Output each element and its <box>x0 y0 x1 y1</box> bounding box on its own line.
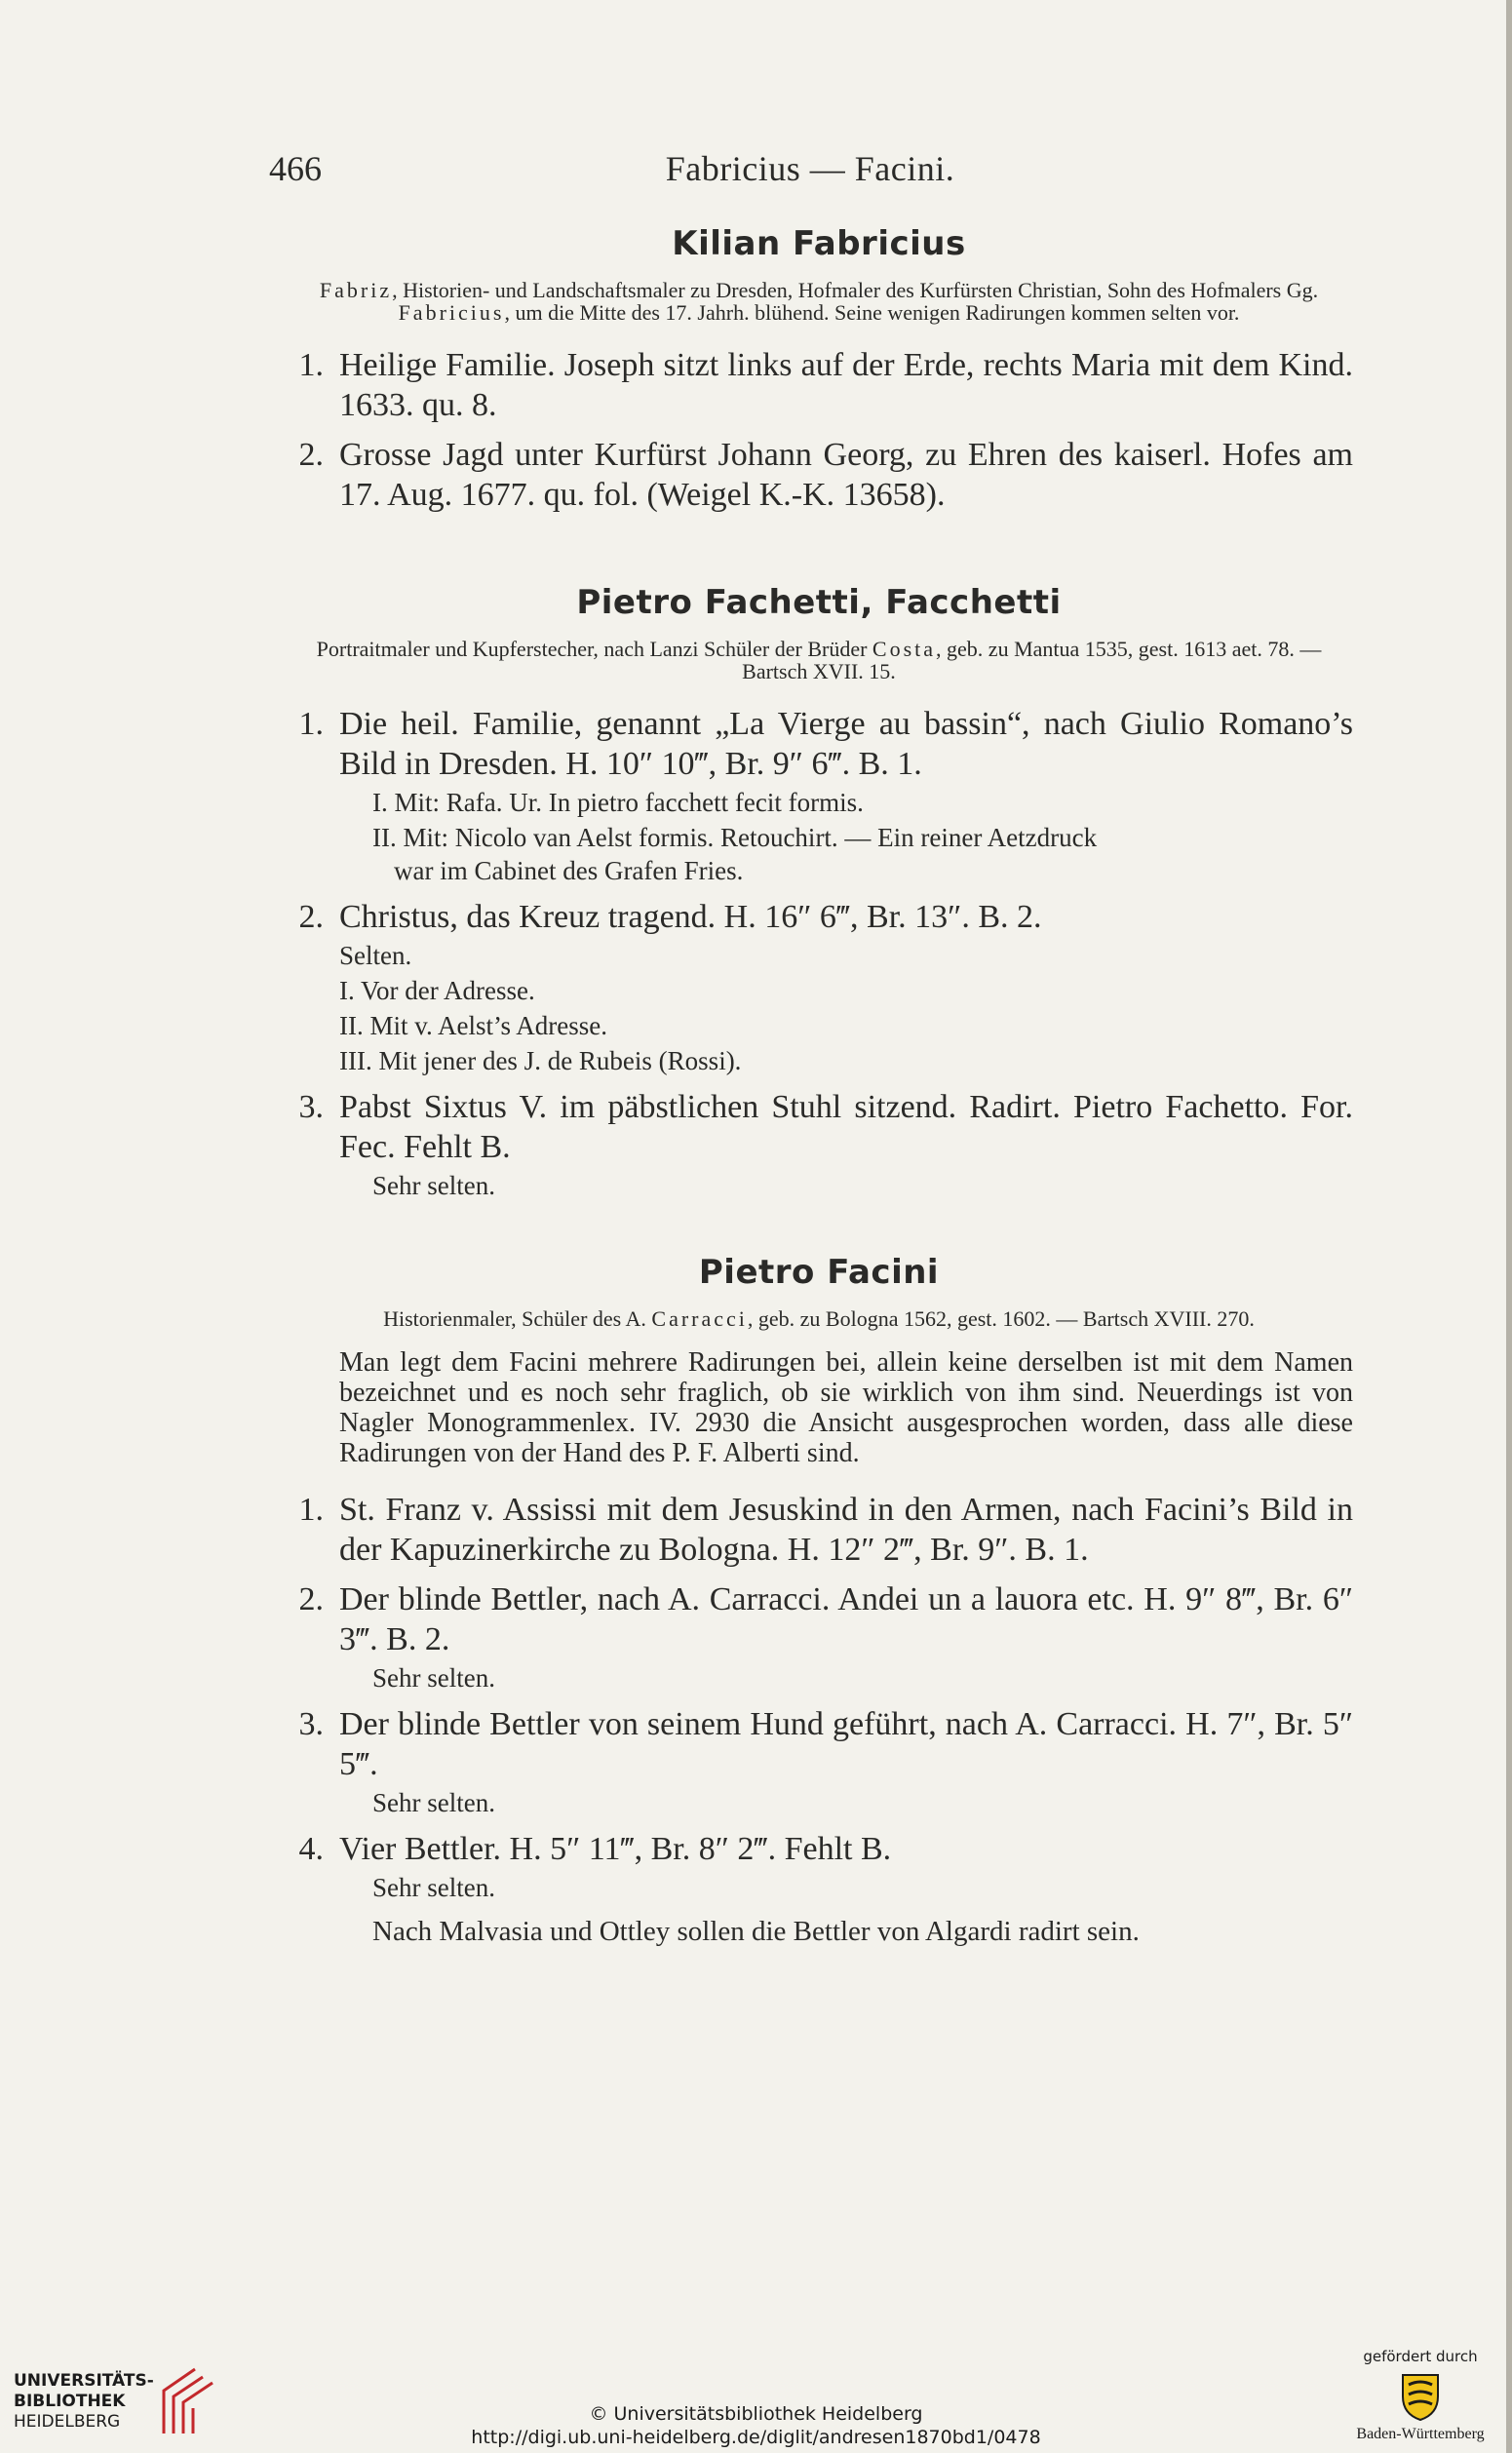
catalogue-list <box>285 345 1353 515</box>
bio-part: Costa <box>872 637 937 661</box>
note-text: Sehr selten. <box>372 1663 495 1693</box>
entry-text: Vier Bettler. H. 5″ 11‴, Br. 8″ 2‴. Fehlt B. <box>339 1831 892 1867</box>
entry-number: 2. <box>298 899 324 935</box>
catalogue-entry <box>285 1704 1353 1819</box>
artist-bio <box>285 1307 1353 1330</box>
entry-text: Der blinde Bettler von seinem Hund geführt, nach A. Carracci. H. 7″, Br. 5″ 5‴. <box>339 1706 1353 1782</box>
bio-part: , geb. zu Bologna 1562, gest. 1602. — Bartsch XVIII. 270. <box>747 1306 1255 1331</box>
bio-part: , geb. zu Mantua 1535, gest. 1613 aet. 78. — Bartsch XVII. 15. <box>742 637 1322 683</box>
rarity-note <box>339 1786 1353 1819</box>
entry-number: 1. <box>298 1492 324 1528</box>
bio-part: Fabriz <box>319 278 393 302</box>
entry-text: Der blinde Bettler, nach A. Carracci. Andei un a lauora etc. H. 9″ 8‴, Br. 6″ 3‴. B. 2. <box>339 1581 1353 1657</box>
artist-bio <box>285 638 1353 682</box>
catalogue-entry <box>285 435 1353 515</box>
rarity-note <box>339 1661 1353 1694</box>
state-note <box>339 1044 1353 1077</box>
rarity-note <box>339 939 1353 972</box>
catalogue-entry <box>285 345 1353 425</box>
copyright-text: © Universitätsbibliothek Heidelberg <box>589 2403 923 2425</box>
closing-remark: Nach Malvasia und Ottley sollen die Bettler von Algardi radirt sein. <box>372 1916 1140 1947</box>
page-edge <box>1506 0 1512 2453</box>
note-text: Sehr selten. <box>372 1171 495 1200</box>
state-note <box>339 786 1353 819</box>
permalink[interactable]: http://digi.ub.uni-heidelberg.de/diglit/andresen1870bd1/0478 <box>471 2427 1041 2448</box>
bio-part: Historienmaler, Schüler des A. <box>383 1306 652 1331</box>
catalogue-entry <box>285 704 1353 887</box>
catalogue-entry <box>285 1579 1353 1694</box>
note-text: II. Mit v. Aelst’s Adresse. <box>339 1011 607 1040</box>
catalogue-entry <box>285 1490 1353 1570</box>
entry-number: 1. <box>298 706 324 742</box>
section-title: Pietro Fachetti, Facchetti <box>576 583 1062 622</box>
note-text: I. Mit: Rafa. Ur. In pietro facchett fecit formis. <box>372 788 864 817</box>
state-note <box>339 821 1353 887</box>
artist-bio <box>285 279 1353 324</box>
entry-number: 1. <box>298 347 324 383</box>
entry-text: Heilige Familie. Joseph sitzt links auf der Erde, rechts Maria mit dem Kind. 1633. qu. 8. <box>339 347 1353 423</box>
note-text: Selten. <box>339 941 412 970</box>
bio-part: Carracci <box>651 1306 748 1331</box>
funder-name: Baden-Württemberg <box>1356 2426 1485 2442</box>
note-text: II. Mit: Nicolo van Aelst formis. Retouchirt. — Ein reiner Aetzdruck <box>372 823 1098 852</box>
funder-block <box>1342 2348 1498 2443</box>
entry-text: Grosse Jagd unter Kurfürst Johann Georg, zu Ehren des kaiserl. Hofes am 17. Aug. 1677. qu. fol. (Weigel K.-K. 13658). <box>339 437 1353 513</box>
intro-paragraph: Man legt dem Facini mehrere Radirungen bei, allein keine derselben ist mit dem Namen bezeichnet und es noch sehr fraglich, ob sie wirklich von ihm sind. Neuerdings ist von Nagler Monogrammenlex. IV. 2930 die Ansicht ausgesprochen worden, dass alle diese Radirungen von der Hand des P. F. Alberti sind. <box>339 1347 1353 1468</box>
rarity-note <box>339 1169 1353 1202</box>
section-title: Pietro Facini <box>698 1253 940 1292</box>
entry-number: 3. <box>298 1089 324 1125</box>
note-text: III. Mit jener des J. de Rubeis (Rossi). <box>339 1046 742 1075</box>
text-column <box>285 222 1353 1949</box>
footer-credits <box>0 2402 1512 2449</box>
page-header <box>269 148 1351 191</box>
note-text: I. Vor der Adresse. <box>339 976 535 1005</box>
entry-number: 4. <box>298 1831 324 1867</box>
note-continuation: war im Cabinet des Grafen Fries. <box>394 856 744 885</box>
entry-text: Christus, das Kreuz tragend. H. 16″ 6‴, Br. 13″. B. 2. <box>339 899 1042 935</box>
bio-part: Portraitmaler und Kupferstecher, nach Lanzi Schüler der Brüder <box>316 637 872 661</box>
section-title: Kilian Fabricius <box>672 224 966 263</box>
entry-text: Pabst Sixtus V. im päbstlichen Stuhl sitzend. Radirt. Pietro Fachetto. For. Fec. Fehlt B. <box>339 1089 1353 1165</box>
state-note <box>339 1009 1353 1042</box>
note-text: Sehr selten. <box>372 1788 495 1817</box>
entry-text: St. Franz v. Assissi mit dem Jesuskind in den Armen, nach Facini’s Bild in der Kapuzinerkirche zu Bologna. H. 12″ 2‴, Br. 9″. B. 1. <box>339 1492 1353 1568</box>
catalogue-entry <box>285 897 1353 1077</box>
library-line: HEIDELBERG <box>14 2412 121 2432</box>
entry-number: 3. <box>298 1706 324 1742</box>
state-note <box>339 974 1353 1007</box>
catalogue-entry <box>285 1087 1353 1202</box>
coat-of-arms-icon <box>1399 2369 1442 2422</box>
bio-part: , um die Mitte des 17. Jahrh. blühend. Seine wenigen Radirungen kommen selten vor. <box>504 300 1240 325</box>
entry-number: 2. <box>298 1581 324 1617</box>
entry-text: Die heil. Familie, genannt „La Vierge au bassin“, nach Giulio Romano’s Bild in Dresden. H. 10″ 10‴, Br. 9″ 6‴. B. 1. <box>339 706 1353 782</box>
running-title: Fabricius — Facini. <box>665 149 955 188</box>
catalogue-list <box>285 704 1353 1202</box>
page-number: 466 <box>269 149 322 188</box>
note-text: Sehr selten. <box>372 1873 495 1902</box>
library-line: BIBLIOTHEK <box>14 2392 126 2411</box>
catalogue-entry <box>285 1829 1353 1904</box>
bio-part: , Historien- und Landschaftsmaler zu Dresden, Hofmaler des Kurfürsten Christian, Sohn des Hofmalers Gg. <box>392 278 1319 302</box>
library-line: UNIVERSITÄTS- <box>14 2371 154 2391</box>
funded-by-text: gefördert durch <box>1363 2348 1478 2365</box>
bio-part: Fabricius <box>398 300 505 325</box>
entry-number: 2. <box>298 437 324 473</box>
rarity-note <box>339 1871 1353 1904</box>
catalogue-list <box>285 1490 1353 1904</box>
